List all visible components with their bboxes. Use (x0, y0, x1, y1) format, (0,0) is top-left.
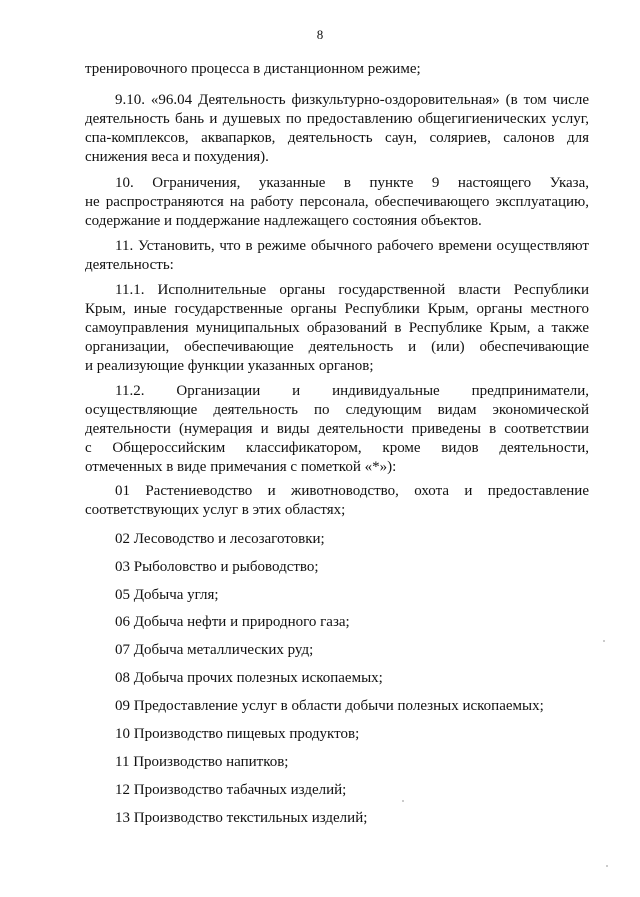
list-item: 10 Производство пищевых продуктов; (115, 726, 360, 742)
text-line: 01 Растениеводство и животноводство, охота и предоставление (115, 483, 589, 499)
text-line: деятельность бань и душевых по предоставлению общегигиенических услуг, (85, 111, 589, 127)
text-line: 10. Ограничения, указанные в пункте 9 настоящего Указа, (115, 175, 589, 191)
text-line: содержание и поддержание надлежащего состояния объектов. (85, 213, 482, 229)
list-item: 12 Производство табачных изделий; (115, 782, 347, 798)
list-item: 06 Добыча нефти и природного газа; (115, 614, 350, 630)
scan-speck (606, 865, 608, 867)
text-line: отмеченных в виде примечания с пометкой «*»): (85, 459, 397, 475)
list-item: 05 Добыча угля; (115, 587, 219, 603)
text-line: соответствующих услуг в этих областях; (85, 502, 346, 518)
text-line: деятельность: (85, 257, 174, 273)
list-item: 11 Производство напитков; (115, 754, 289, 770)
list-item: 08 Добыча прочих полезных ископаемых; (115, 670, 383, 686)
list-item: 07 Добыча металлических руд; (115, 642, 314, 658)
text-line: 11.1. Исполнительные органы государственной власти Республики (115, 282, 589, 298)
text-line: Крым, иные государственные органы Республики Крым, органы местного (85, 301, 589, 317)
scan-speck (402, 800, 404, 802)
text-line: 11.2. Организации и индивидуальные предприниматели, (115, 383, 589, 399)
text-line: спа-комплексов, аквапарков, деятельность саун, соляриев, салонов для (85, 130, 589, 146)
text-line: снижения веса и похудения). (85, 149, 269, 165)
text-line: и реализующие функции указанных органов; (85, 358, 374, 374)
list-item: 13 Производство текстильных изделий; (115, 810, 368, 826)
list-item: 09 Предоставление услуг в области добычи полезных ископаемых; (115, 698, 544, 714)
text-line: 11. Установить, что в режиме обычного рабочего времени осуществляют (115, 238, 589, 254)
list-item: 03 Рыболовство и рыбоводство; (115, 559, 319, 575)
text-line: 9.10. «96.04 Деятельность физкультурно-оздоровительная» (в том числе (115, 92, 589, 108)
text-line: деятельности (нумерация и виды деятельности приведены в соответствии (85, 421, 589, 437)
list-item: 02 Лесоводство и лесозаготовки; (115, 531, 325, 547)
scan-speck (603, 640, 605, 642)
text-line: самоуправления муниципальных образований в Республике Крым, а также (85, 320, 589, 336)
text-line: тренировочного процесса в дистанционном режиме; (85, 61, 421, 77)
text-line: не распространяются на работу персонала, обеспечивающего эксплуатацию, (85, 194, 589, 210)
page-number: 8 (316, 27, 324, 42)
text-line: осуществляющие деятельность по следующим видам экономической (85, 402, 589, 418)
text-line: с Общероссийским классификатором, кроме видов деятельности, (85, 440, 589, 456)
text-line: организации, обеспечивающие деятельность и (или) обеспечивающие (85, 339, 589, 355)
